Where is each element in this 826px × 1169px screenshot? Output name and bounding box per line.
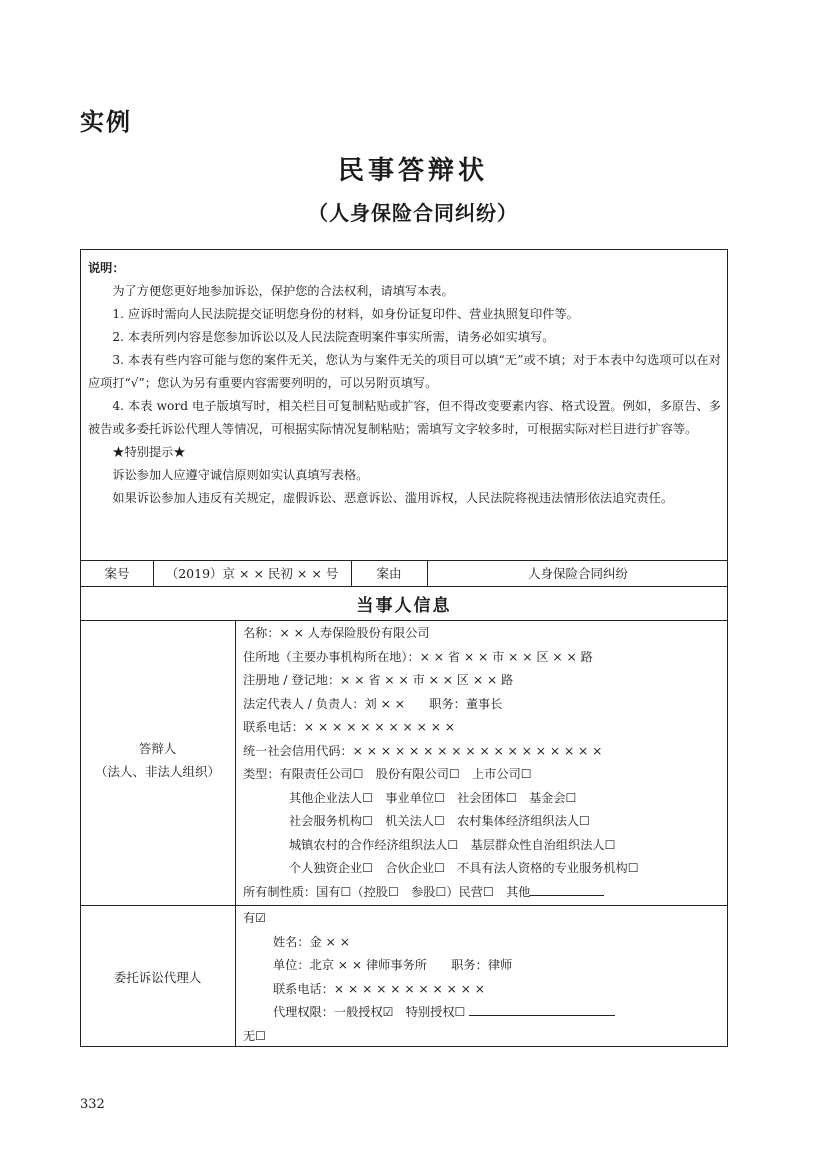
case-cause-value: 人身保险合同纠纷 (527, 566, 628, 581)
respondent-credit-code: 统一社会信用代码：× × × × × × × × × × × × × × × × × × (243, 743, 603, 758)
agent-phone: 联系电话：× × × × × × × × × × × (273, 981, 486, 996)
agent-employer: 单位：北京 × × 律师事务所 职务：律师 (273, 958, 513, 972)
instruction-line: 1. 应诉时需向人民法院提交证明您身份的材料，如身份证复印件、营业执照复印件等。 (112, 307, 579, 321)
case-cause-label: 案由 (376, 566, 402, 581)
agent-authority: 代理权限：一般授权☑ 特别授权☐ (273, 1005, 466, 1019)
instruction-line: 3. 本表有些内容可能与您的案件无关，您认为与案件无关的项目可以填“无”或不填；对于本表中勾选项可以在对应项打“√”；您认为另有重要内容需要列明的，可以另附页填写。 (88, 353, 721, 390)
respondent-label-line: （法人、非法人组织） (94, 764, 220, 779)
respondent-registered-address: 注册地 / 登记地：× × 省 × × 市 × × 区 × × 路 (243, 673, 514, 687)
instructions-block (88, 257, 721, 510)
respondent-type-options: 其他企业法人☐ 事业单位☐ 社会团体☐ 基金会☐ (289, 790, 577, 805)
respondent-label-line: 答辩人 (138, 741, 177, 756)
answer-form-table (80, 249, 728, 1047)
agent-name: 姓名：金 × × (273, 934, 350, 949)
case-number-label: 案号 (104, 566, 130, 581)
respondent-ownership: 所有制性质：国有☐（控股☐ 参股☐）民营☐ 其他 (243, 884, 531, 899)
document-title: 民事答辩状 (337, 156, 488, 186)
instruction-line: 2. 本表所列内容是您参加诉讼以及人民法院查明案件事实所需，请务必如实填写。 (112, 330, 555, 344)
respondent-type-options: 城镇农村的合作经济组织法人☐ 基层群众性自治组织法人☐ (289, 837, 616, 852)
instruction-line: 4. 本表 word 电子版填写时，相关栏目可复制粘贴或扩容，但不得改变要素内容、格式设置。例如，多原告、多被告或多委托诉讼代理人等情况，可根据实际情况复制粘贴；需填写文字较多时，可根据实际对栏目进行扩容等。 (88, 399, 721, 436)
agent-has: 有☑ (243, 911, 267, 925)
respondent-phone: 联系电话：× × × × × × × × × × × (243, 720, 456, 734)
respondent-ownership-row (243, 881, 723, 905)
agent-info (243, 907, 723, 1048)
respondent-name: 名称：× × 人寿保险股份有限公司 (243, 626, 430, 640)
respondent-type-options: 社会服务机构☐ 机关法人☐ 农村集体经济组织法人☐ (289, 814, 590, 828)
respondent-address: 住所地（主要办事机构所在地）：× × 省 × × 市 × × 区 × × 路 (243, 649, 593, 664)
agent-label: 委托诉讼代理人 (113, 970, 202, 985)
respondent-type-options: 个人独资企业☐ 合伙企业☐ 不具有法人资格的专业服务机构☐ (289, 861, 639, 875)
instruction-line: 诉讼参加人应遵守诚信原则如实认真填写表格。 (112, 468, 369, 482)
respondent-label (81, 737, 234, 783)
agent-authority-row (243, 1001, 723, 1025)
respondent-type: 类型：有限责任公司☐ 股份有限公司☐ 上市公司☐ (243, 767, 532, 781)
document-subtitle: （人身保险合同纠纷） (308, 201, 518, 225)
page-number: 332 (80, 1097, 105, 1112)
respondent-info (243, 622, 723, 904)
authority-blank (469, 1003, 615, 1016)
section-title: 实例 (80, 107, 132, 136)
agent-none: 无☐ (243, 1028, 267, 1043)
instruction-line: 如果诉讼参加人违反有关规定，虚假诉讼、恶意诉讼、滥用诉权，人民法院将视违法情形依法追究责任。 (112, 491, 674, 505)
instruction-line: 为了方便您更好地参加诉讼，保护您的合法权利，请填写本表。 (112, 284, 454, 298)
ownership-other-blank (530, 883, 604, 896)
respondent-legal-representative: 法定代表人 / 负责人：刘 × × 职务：董事长 (243, 696, 503, 711)
case-number-value: （2019）京 × × 民初 × × 号 (165, 566, 339, 581)
special-notice-heading: ★特别提示★ (112, 445, 186, 459)
row-divider (81, 905, 727, 906)
instructions-label: 说明： (88, 261, 125, 275)
party-info-heading: 当事人信息 (356, 595, 452, 616)
column-divider (235, 620, 236, 1047)
row-divider (81, 620, 727, 621)
